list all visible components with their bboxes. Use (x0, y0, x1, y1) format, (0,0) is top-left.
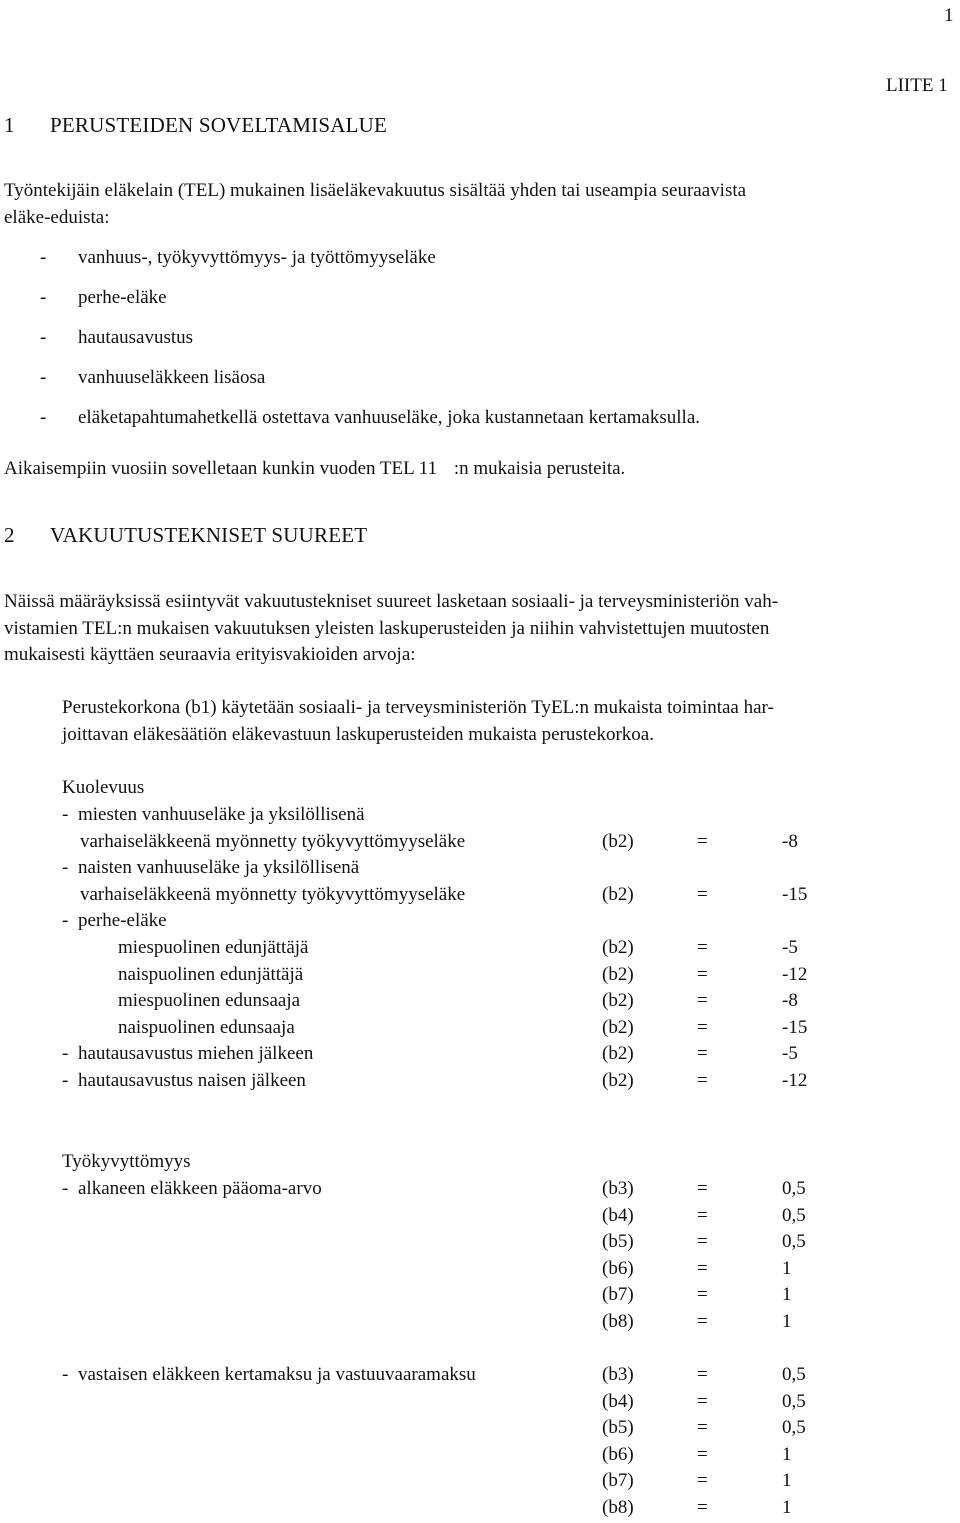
row-value: 1 (782, 1497, 792, 1518)
section-2-title: VAKUUTUSTEKNISET SUUREET (50, 523, 368, 547)
table-row (0, 1015, 960, 1042)
row-code: (b2) (602, 1070, 634, 1091)
row-value: -5 (782, 1043, 798, 1065)
row-code: (b8) (602, 1497, 634, 1518)
row-equals: = (697, 830, 708, 852)
row-equals: = (697, 1204, 708, 1226)
row-label: vastaisen eläkkeen kertamaksu ja vastuuvaaramaksu (78, 1364, 476, 1385)
section-2-heading (4, 522, 368, 548)
table-row (0, 829, 960, 856)
table-row (0, 1282, 960, 1309)
row-label: miesten vanhuuseläke ja yksilöllisenä (78, 804, 365, 825)
section-2-number: 2 (4, 523, 15, 547)
row-label: hautausavustus miehen jälkeen (78, 1043, 314, 1065)
table-row (0, 882, 960, 909)
row-equals: = (697, 990, 708, 1012)
row-value: -15 (782, 883, 808, 905)
table-row (0, 1495, 960, 1522)
row-code: (b2) (602, 990, 634, 1012)
row-label: miespuolinen edunjättäjä (118, 937, 309, 958)
row-label: alkaneen eläkkeen pääoma-arvo (78, 1178, 322, 1199)
list-item: - perhe-eläke (40, 287, 167, 308)
row-label: naispuolinen edunsaaja (118, 1016, 295, 1038)
row-equals: = (697, 1470, 708, 1492)
row-equals: = (697, 1257, 708, 1279)
intro-line: vistamien TEL:n mukaisen vakuutuksen yleisten laskuperusteiden ja niihin vahvistettujen muutosten (4, 617, 770, 639)
row-code: (b6) (602, 1443, 634, 1465)
table-row (0, 908, 960, 935)
list-item: - vanhuus-, työkyvyttömyys- ja työttömyyseläke (40, 247, 436, 268)
row-code: (b3) (602, 1364, 634, 1385)
intro-line: Näissä määräyksissä esiintyvät vakuutustekniset suureet lasketaan sosiaali- ja terveysministeriön vah- (4, 591, 779, 612)
intro-line: eläke-eduista: (4, 206, 110, 228)
row-code: (b5) (602, 1231, 634, 1253)
base-rate-line: Perustekorkona (b1) käytetään sosiaali- ja terveysministeriön TyEL:n mukaista toimintaa har- (62, 697, 774, 718)
intro-line: mukaisesti käyttäen seuraavia erityisvakioiden arvoja: (4, 644, 416, 665)
table-row (0, 1256, 960, 1283)
row-code: (b8) (602, 1311, 634, 1332)
row-value: 1 (782, 1470, 792, 1492)
row-dash: - (62, 1070, 69, 1091)
row-label: naisten vanhuuseläke ja yksilöllisenä (78, 857, 360, 879)
row-dash: - (62, 1043, 69, 1065)
section-1-title: PERUSTEIDEN SOVELTAMISALUE (50, 113, 387, 137)
base-rate-line: joittavan eläkesäätiön eläkevastuun laskuperusteiden mukaista perustekorkoa. (62, 723, 654, 745)
row-value: -8 (782, 990, 798, 1012)
page-number: 1 (944, 5, 954, 26)
row-dash: - (62, 857, 69, 879)
list-item: - vanhuuseläkkeen lisäosa (40, 367, 266, 388)
row-value: -5 (782, 937, 798, 958)
row-value: -12 (782, 963, 808, 985)
row-equals: = (697, 1016, 708, 1038)
row-equals: = (697, 963, 708, 985)
row-label: varhaiseläkkeenä myönnetty työkyvyttömyyseläke (80, 830, 466, 852)
table-row (0, 935, 960, 962)
row-code: (b2) (602, 883, 634, 905)
row-value: -15 (782, 1016, 808, 1038)
row-equals: = (697, 1390, 708, 1412)
row-equals: = (697, 1417, 708, 1439)
row-value: -8 (782, 830, 798, 852)
row-code: (b5) (602, 1417, 634, 1439)
base-rate-paragraph (62, 695, 952, 748)
row-dash: - (62, 910, 69, 932)
row-value: 0,5 (782, 1417, 806, 1439)
row-equals: = (697, 1497, 708, 1518)
row-value: -12 (782, 1070, 808, 1091)
table-row (0, 1415, 960, 1442)
table-row (0, 1203, 960, 1230)
row-label: varhaiseläkkeenä myönnetty työkyvyttömyyseläke (80, 883, 466, 905)
note-text: Aikaisempiin vuosiin sovelletaan kunkin vuoden TEL 11 (4, 458, 438, 479)
row-equals: = (697, 1443, 708, 1465)
table-row (0, 1068, 960, 1095)
table-row (0, 988, 960, 1015)
row-code: (b4) (602, 1204, 634, 1226)
row-equals: = (697, 1364, 708, 1385)
row-code: (b2) (602, 1043, 634, 1065)
table-row (0, 1041, 960, 1068)
row-equals: = (697, 1043, 708, 1065)
row-equals: = (697, 1311, 708, 1332)
row-equals: = (697, 937, 708, 958)
row-label: naispuolinen edunjättäjä (118, 963, 304, 985)
section-1-number: 1 (4, 113, 15, 137)
row-dash: - (62, 1178, 69, 1199)
list-item: - eläketapahtumahetkellä ostettava vanhuuseläke, joka kustannetaan kertamaksulla. (40, 407, 700, 428)
row-equals: = (697, 1284, 708, 1306)
row-equals: = (697, 1231, 708, 1253)
table-row (0, 1442, 960, 1469)
row-code: (b3) (602, 1178, 634, 1199)
table-row (0, 1309, 960, 1336)
row-code: (b2) (602, 830, 634, 852)
row-code: (b2) (602, 937, 634, 958)
row-code: (b6) (602, 1257, 634, 1279)
appendix-label: LIITE 1 (886, 75, 948, 96)
row-dash: - (62, 804, 69, 825)
row-label: hautausavustus naisen jälkeen (78, 1070, 306, 1091)
section-1-note (4, 456, 625, 482)
table-row (0, 1468, 960, 1495)
row-value: 0,5 (782, 1364, 806, 1385)
row-equals: = (697, 1178, 708, 1199)
row-label: miespuolinen edunsaaja (118, 990, 301, 1012)
table-row (0, 1362, 960, 1389)
row-equals: = (697, 1070, 708, 1091)
row-dash: - (62, 1364, 69, 1385)
row-code: (b2) (602, 963, 634, 985)
intro-line: Työntekijäin eläkelain (TEL) mukainen lisäeläkevakuutus sisältää yhden tai useampia seuraavista (4, 180, 747, 201)
table-row (0, 802, 960, 829)
row-code: (b7) (602, 1284, 634, 1306)
row-value: 1 (782, 1257, 792, 1279)
row-code: (b4) (602, 1390, 634, 1412)
row-label: perhe-eläke (78, 910, 167, 932)
mortality-heading: Kuolevuus (62, 777, 145, 798)
row-value: 0,5 (782, 1178, 806, 1199)
row-value: 1 (782, 1443, 792, 1465)
table-row (0, 1176, 960, 1203)
disability-heading: Työkyvyttömyys (62, 1151, 191, 1172)
note-text-end: :n mukaisia perusteita. (453, 458, 626, 479)
section-2-intro (4, 589, 952, 669)
table-row (0, 855, 960, 882)
table-row (0, 962, 960, 989)
row-value: 0,5 (782, 1231, 806, 1253)
row-value: 0,5 (782, 1204, 806, 1226)
row-value: 1 (782, 1311, 792, 1332)
row-code: (b2) (602, 1016, 634, 1038)
row-code: (b7) (602, 1470, 634, 1492)
section-1-intro (4, 178, 952, 231)
table-row (0, 1229, 960, 1256)
row-value: 1 (782, 1284, 792, 1306)
section-1-heading (4, 112, 387, 138)
row-equals: = (697, 883, 708, 905)
table-row (0, 1389, 960, 1416)
list-item: - hautausavustus (40, 327, 194, 348)
row-value: 0,5 (782, 1390, 806, 1412)
